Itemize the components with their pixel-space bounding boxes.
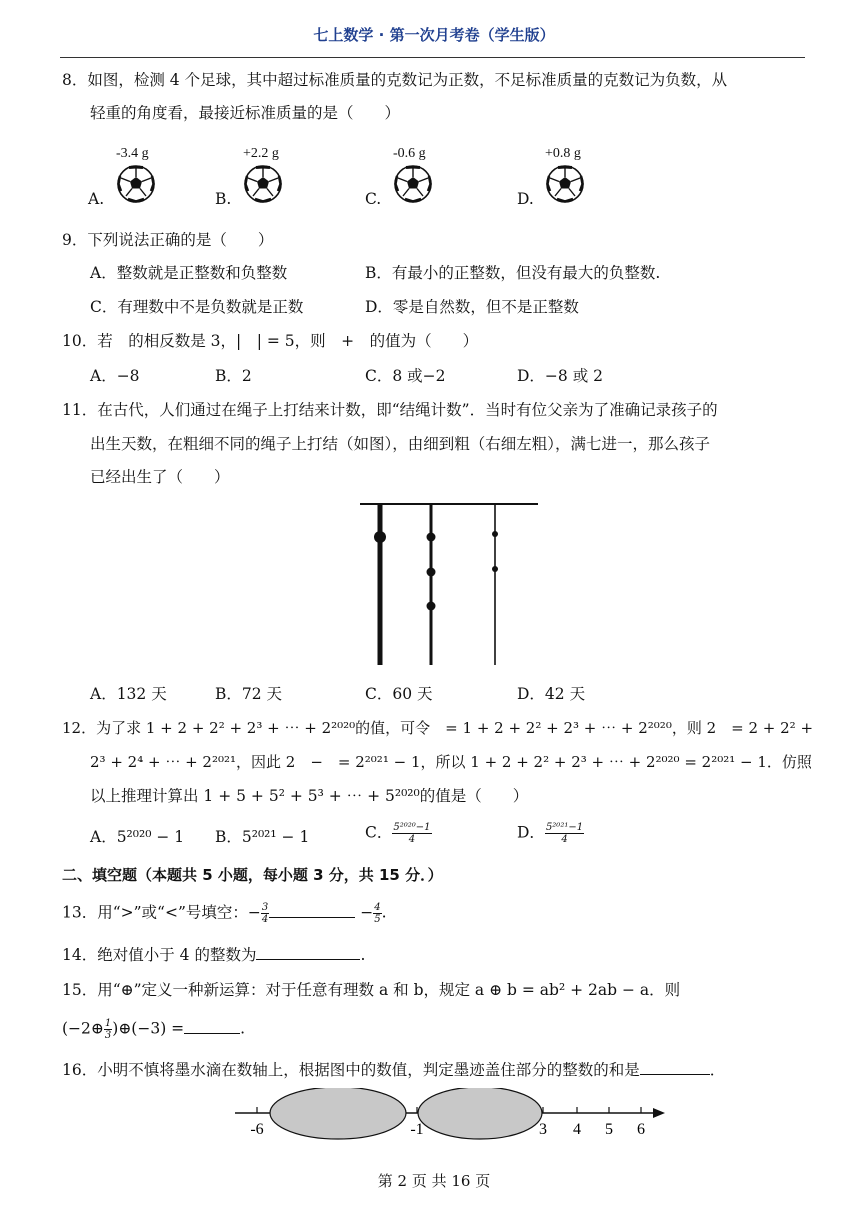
q10-stem: 10．若 的相反数是 3，| | = 5，则 + 的值为（ ） xyxy=(62,332,479,350)
tick-label: 6 xyxy=(637,1121,645,1138)
q13-minus: − xyxy=(360,903,374,922)
q8-option-d-mass: +0.8 g xyxy=(545,146,581,161)
tick-label: -6 xyxy=(250,1121,264,1138)
header-divider xyxy=(60,57,805,58)
soccer-ball-icon xyxy=(243,164,283,208)
q9-option-a[interactable]: A．整数就是正整数和负整数 xyxy=(90,264,288,282)
fraction-denominator: 3 xyxy=(104,1030,112,1041)
q9-option-d[interactable]: D．零是自然数，但不是正整数 xyxy=(365,298,579,316)
ink-blot-left xyxy=(270,1088,406,1139)
q12-option-d-fraction xyxy=(545,822,584,845)
q15-end: . xyxy=(240,1019,246,1038)
q8-option-c-mass: -0.6 g xyxy=(393,146,426,161)
q13-end: . xyxy=(381,903,387,922)
q13-prefix: 13．用“>”或“<”号填空：− xyxy=(62,903,261,922)
q12-line1: 12．为了求 1 + 2 + 2² + 2³ + ⋯ + 2²⁰²⁰的值，可令 = 1 + 2 + 2² + 2³ + ⋯ + 2²⁰²⁰，则 2 = 2 + 2² + xyxy=(62,719,814,737)
q15-expr-left: (−2⊕ xyxy=(62,1019,104,1038)
q12-option-b[interactable]: B．5²⁰²¹ − 1 xyxy=(215,828,310,846)
q12-option-d-label: D． xyxy=(517,823,545,842)
q13-line xyxy=(62,902,387,925)
q14-end: . xyxy=(360,946,366,964)
q15-expr-right: )⊕(−3) = xyxy=(112,1019,185,1038)
q9-stem: 9．下列说法正确的是（ ） xyxy=(62,231,274,249)
q16-end: ． xyxy=(709,1061,726,1079)
q11-line3: 已经出生了（ ） xyxy=(90,468,230,486)
q11-option-c[interactable]: C．60 天 xyxy=(365,685,433,703)
q11-option-d[interactable]: D．42 天 xyxy=(517,685,586,703)
q10-option-d[interactable]: D．−8 或 2 xyxy=(517,367,603,385)
fraction-denominator: 4 xyxy=(408,834,416,845)
q15-answer-blank[interactable] xyxy=(184,1019,240,1034)
thick-rope-knot xyxy=(374,531,386,543)
medium-rope-knot xyxy=(427,602,436,611)
page-footer: 第 2 页 共 16 页 xyxy=(377,1172,491,1190)
thin-rope-knot xyxy=(492,566,498,572)
q14-line xyxy=(62,945,365,965)
soccer-ball-icon xyxy=(545,164,585,208)
fraction-numerator: 5²⁰²⁰−1 xyxy=(393,822,431,833)
page-header: 七上数学 · 第一次月考卷（学生版） xyxy=(313,26,555,44)
medium-rope-knot xyxy=(427,568,436,577)
fraction-denominator: 5 xyxy=(374,914,381,925)
soccer-ball-icon xyxy=(116,164,156,208)
q12-line2: 2³ + 2⁴ + ⋯ + 2²⁰²¹，因此 2 − = 2²⁰²¹ − 1，所以 1 + 2 + 2² + 2³ + ⋯ + 2²⁰²⁰ = 2²⁰²¹ − 1．仿照 xyxy=(90,753,812,771)
q15-expression xyxy=(62,1018,245,1041)
tick-label: 3 xyxy=(539,1121,547,1138)
q11-line2: 出生天数，在粗细不同的绳子上打结（如图），由细到粗（右细左粗），满七进一，那么孩子 xyxy=(90,435,711,453)
axis-arrow-icon xyxy=(653,1108,665,1118)
q16-text: 16．小明不慎将墨水滴在数轴上，根据图中的数值，判定墨迹盖住部分的整数的和是 xyxy=(62,1061,640,1079)
q8-option-a-mass: -3.4 g xyxy=(116,146,149,161)
q12-line3: 以上推理计算出 1 + 5 + 5² + 5³ + ⋯ + 5²⁰²⁰的值是（ ） xyxy=(90,787,529,805)
q14-answer-blank[interactable] xyxy=(256,945,360,960)
q13-answer-blank[interactable] xyxy=(269,903,355,918)
q16-answer-blank[interactable] xyxy=(640,1060,710,1075)
q8-line2: 轻重的角度看，最接近标准质量的是（ ） xyxy=(90,104,401,122)
q15-fraction xyxy=(104,1018,112,1041)
ink-blot-right xyxy=(418,1088,542,1139)
q8-option-c-letter[interactable]: C. xyxy=(365,190,382,208)
tick-label: 4 xyxy=(573,1121,581,1138)
q11-line1: 11．在古代，人们通过在绳子上打结来计数，即“结绳计数”．当时有位父亲为了准确记录孩子的 xyxy=(62,401,718,419)
q11-option-b[interactable]: B．72 天 xyxy=(215,685,283,703)
section-2-title: 二、填空题（本题共 5 小题，每小题 3 分，共 15 分．） xyxy=(62,866,443,884)
fraction-numerator: 5²⁰²¹−1 xyxy=(545,822,584,833)
q8-option-b-letter[interactable]: B. xyxy=(215,190,232,208)
number-line-figure xyxy=(225,1088,675,1150)
q10-option-b[interactable]: B．2 xyxy=(215,367,252,385)
q16-line xyxy=(62,1060,725,1080)
q14-text: 14．绝对值小于 4 的整数为 xyxy=(62,946,257,964)
q11-option-a[interactable]: A．132 天 xyxy=(90,685,167,703)
knot-rope-figure xyxy=(355,495,545,670)
q15-line1: 15．用“⊕”定义一种新运算：对于任意有理数 a 和 b，规定 a ⊕ b = ab² + 2ab − a．则 xyxy=(62,981,681,999)
q13-fraction-2 xyxy=(373,902,381,925)
q10-option-a[interactable]: A．−8 xyxy=(90,367,140,385)
tick-label: -1 xyxy=(410,1121,424,1138)
q12-option-c-fraction xyxy=(392,822,431,845)
fraction-denominator: 4 xyxy=(561,834,568,845)
tick-label: 5 xyxy=(605,1121,613,1138)
medium-rope-knot xyxy=(427,533,436,542)
q8-option-b-mass: +2.2 g xyxy=(243,146,279,161)
fraction-numerator: 1 xyxy=(104,1018,112,1029)
soccer-ball-icon xyxy=(393,164,433,208)
fraction-denominator: 4 xyxy=(261,914,269,925)
q9-option-b[interactable]: B．有最小的正整数，但没有最大的负整数. xyxy=(365,264,661,282)
q10-option-c[interactable]: C．8 或−2 xyxy=(365,367,446,385)
fraction-numerator: 3 xyxy=(261,902,269,913)
fraction-numerator: 4 xyxy=(374,902,381,913)
q12-option-d[interactable] xyxy=(517,822,584,845)
q12-option-c[interactable] xyxy=(365,822,432,845)
q13-fraction-1 xyxy=(261,902,269,925)
q8-line1: 8．如图，检测 4 个足球，其中超过标准质量的克数记为正数，不足标准质量的克数记为负数，从 xyxy=(62,71,728,89)
q8-option-a-letter[interactable]: A. xyxy=(88,190,105,208)
q12-option-a[interactable]: A．5²⁰²⁰ − 1 xyxy=(90,828,185,846)
thin-rope-knot xyxy=(492,531,498,537)
q9-option-c[interactable]: C．有理数中不是负数就是正数 xyxy=(90,298,304,316)
q12-option-c-label: C． xyxy=(365,823,393,842)
q8-option-d-letter[interactable]: D. xyxy=(517,190,534,208)
